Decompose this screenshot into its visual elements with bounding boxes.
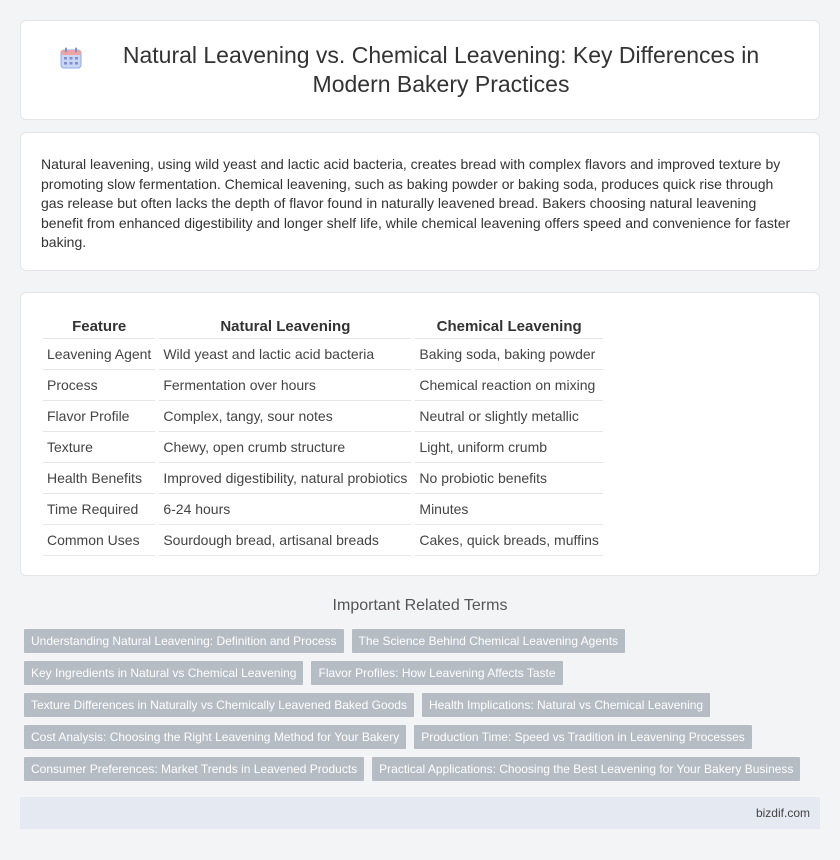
- table-cell: Chewy, open crumb structure: [159, 432, 411, 463]
- related-term-link[interactable]: Cost Analysis: Choosing the Right Leavening Method for Your Bakery: [24, 725, 406, 749]
- table-cell: Minutes: [415, 494, 603, 525]
- page-title: Natural Leavening vs. Chemical Leavening: Key Differences in Modern Bakery Practices: [122, 42, 760, 97]
- related-term-link[interactable]: Texture Differences in Naturally vs Chemically Leavened Baked Goods: [24, 693, 414, 717]
- table-cell: Fermentation over hours: [159, 370, 411, 401]
- table-row: [43, 339, 603, 370]
- related-terms-heading: Important Related Terms: [332, 597, 508, 614]
- table-cell: Process: [43, 370, 155, 401]
- table-cell: Common Uses: [43, 525, 155, 556]
- comparison-card: [20, 292, 820, 576]
- table-row: [43, 401, 603, 432]
- header-chemical: Chemical Leavening: [415, 315, 603, 339]
- tag-row: [24, 693, 814, 717]
- table-cell: Wild yeast and lactic acid bacteria: [159, 339, 411, 370]
- table-cell: Texture: [43, 432, 155, 463]
- table-cell: Time Required: [43, 494, 155, 525]
- table-row: [43, 494, 603, 525]
- table-row: [43, 525, 603, 556]
- table-cell: Health Benefits: [43, 463, 155, 494]
- table-cell: Sourdough bread, artisanal breads: [159, 525, 411, 556]
- table-cell: No probiotic benefits: [415, 463, 603, 494]
- title-wrap: [60, 41, 780, 99]
- related-term-link[interactable]: The Science Behind Chemical Leavening Agents: [352, 629, 626, 653]
- intro-paragraph: Natural leavening, using wild yeast and lactic acid bacteria, creates bread with complex flavors and improved texture by promoting slow fermentation. Chemical leavening, such as baking powder or baking soda, produces quick rise through gas release but often lacks the depth of flavor found in naturally leavened bread. Bakers choosing natural leavening benefit from enhanced digestibility and longer shelf life, while chemical leavening offers speed and convenience for faster baking.: [41, 156, 791, 251]
- calendar-icon: [60, 47, 82, 69]
- footer-site-link[interactable]: bizdif.com: [755, 806, 810, 820]
- related-terms-list: [24, 629, 814, 789]
- table-row: [43, 432, 603, 463]
- table-header-row: [43, 315, 603, 339]
- comparison-table: [39, 315, 607, 556]
- table-cell: 6-24 hours: [159, 494, 411, 525]
- related-term-link[interactable]: Flavor Profiles: How Leavening Affects Taste: [311, 661, 562, 685]
- table-cell: Cakes, quick breads, muffins: [415, 525, 603, 556]
- table-cell: Chemical reaction on mixing: [415, 370, 603, 401]
- related-term-link[interactable]: Health Implications: Natural vs Chemical Leavening: [422, 693, 710, 717]
- related-term-link[interactable]: Key Ingredients in Natural vs Chemical Leavening: [24, 661, 303, 685]
- related-term-link[interactable]: Consumer Preferences: Market Trends in Leavened Products: [24, 757, 364, 781]
- tag-row: [24, 629, 814, 653]
- related-term-link[interactable]: Understanding Natural Leavening: Definition and Process: [24, 629, 344, 653]
- related-term-link[interactable]: Practical Applications: Choosing the Best Leavening for Your Bakery Business: [372, 757, 800, 781]
- table-cell: Neutral or slightly metallic: [415, 401, 603, 432]
- related-term-link[interactable]: Production Time: Speed vs Tradition in Leavening Processes: [414, 725, 752, 749]
- tag-row: [24, 661, 814, 685]
- table-cell: Improved digestibility, natural probiotics: [159, 463, 411, 494]
- title-card: [20, 20, 820, 120]
- table-row: [43, 463, 603, 494]
- table-cell: Flavor Profile: [43, 401, 155, 432]
- intro-card: [20, 132, 820, 271]
- table-cell: Complex, tangy, sour notes: [159, 401, 411, 432]
- footer: [20, 797, 820, 829]
- header-feature: Feature: [43, 315, 155, 339]
- table-cell: Leavening Agent: [43, 339, 155, 370]
- table-cell: Baking soda, baking powder: [415, 339, 603, 370]
- table-row: [43, 370, 603, 401]
- header-natural: Natural Leavening: [159, 315, 411, 339]
- tag-row: [24, 725, 814, 749]
- table-cell: Light, uniform crumb: [415, 432, 603, 463]
- tag-row: [24, 757, 814, 781]
